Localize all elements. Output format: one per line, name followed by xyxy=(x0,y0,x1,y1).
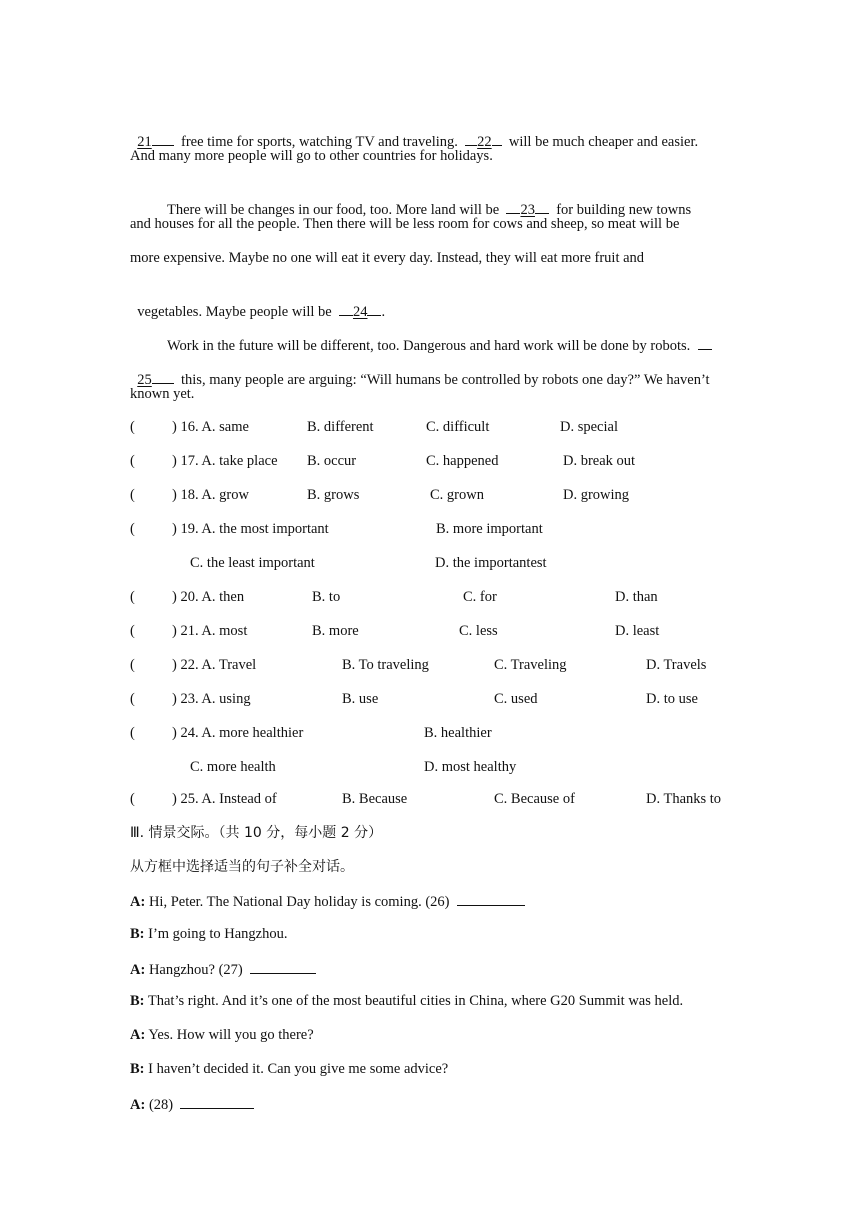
option-c: C. happened xyxy=(426,453,499,469)
speaker-label: A: xyxy=(130,1027,146,1043)
option-d: D. special xyxy=(560,419,618,435)
passage-text: for building new towns xyxy=(556,202,692,218)
answer-paren-close: ) xyxy=(172,791,177,807)
speaker-label: A: xyxy=(130,894,146,910)
option-b: B. occur xyxy=(307,453,357,469)
answer-paren-close: ) xyxy=(172,623,177,639)
answer-paren-close: ) xyxy=(172,521,177,537)
passage-text: free time for sports, watching TV and traveling. xyxy=(181,134,458,150)
passage-line-1 xyxy=(130,113,698,151)
dialogue-text: I haven’t decided it. Can you give me some advice? xyxy=(148,1061,449,1077)
answer-blank[interactable] xyxy=(180,1094,254,1109)
passage-line-8 xyxy=(130,351,710,389)
answer-paren-close: ) xyxy=(172,419,177,435)
option-a: A. same xyxy=(201,419,249,435)
option-c: C. used xyxy=(494,691,538,707)
question-19 xyxy=(172,520,329,538)
option-c: C. the least important xyxy=(190,555,315,571)
option-a: A. take place xyxy=(201,453,278,469)
passage-text: will be much cheaper and easier. xyxy=(508,134,699,150)
passage-line-6 xyxy=(130,283,385,321)
question-number: 21. xyxy=(180,623,199,639)
passage-line-9: known yet. xyxy=(130,386,195,402)
answer-paren-close: ) xyxy=(172,691,177,707)
section-heading: Ⅲ. 情景交际。（共 10 分，每小题 2 分） xyxy=(130,825,383,841)
speaker-label: B: xyxy=(130,926,145,942)
option-b: B. to xyxy=(312,589,341,605)
option-d: D. than xyxy=(615,589,658,605)
dialogue-line xyxy=(130,1060,448,1078)
question-17 xyxy=(172,452,278,470)
question-18 xyxy=(172,486,249,504)
blank-25: 25 xyxy=(137,372,152,388)
question-number: 19. xyxy=(180,521,199,537)
answer-paren-open: ( xyxy=(130,487,135,503)
passage-line-4: and houses for all the people. Then there will be less room for cows and sheep, so meat will be xyxy=(130,216,680,232)
passage-line-2: And many more people will go to other countries for holidays. xyxy=(130,148,493,164)
passage-text: . xyxy=(381,304,386,320)
question-23 xyxy=(172,690,251,708)
blank-22: 22 xyxy=(477,134,492,150)
speaker-label: B: xyxy=(130,993,145,1009)
dialogue-text: (28) xyxy=(148,1097,174,1113)
option-c: C. less xyxy=(459,623,498,639)
speaker-label: A: xyxy=(130,1097,146,1113)
dialogue-line xyxy=(130,925,287,943)
option-a: A. then xyxy=(201,589,245,605)
option-a: A. Travel xyxy=(201,657,257,673)
question-16 xyxy=(172,418,249,436)
option-d: D. Thanks to xyxy=(646,791,722,807)
dialogue-text: I’m going to Hangzhou. xyxy=(148,926,288,942)
passage-line-5: more expensive. Maybe no one will eat it every day. Instead, they will eat more fruit and xyxy=(130,250,645,266)
option-a: A. the most important xyxy=(201,521,329,537)
option-a: A. Instead of xyxy=(201,791,277,807)
answer-paren-open: ( xyxy=(130,521,135,537)
option-c: C. Because of xyxy=(494,791,575,807)
option-c: C. Traveling xyxy=(494,657,567,673)
option-b: B. use xyxy=(342,691,379,707)
option-c: C. grown xyxy=(430,487,484,503)
blank-24: 24 xyxy=(352,304,368,320)
option-b: B. different xyxy=(307,419,374,435)
dialogue-text: That’s right. And it’s one of the most beautiful cities in China, where G20 Summit was held. xyxy=(147,993,684,1009)
speaker-label: B: xyxy=(130,1061,145,1077)
dialogue-text: Hangzhou? (27) xyxy=(148,962,243,978)
answer-paren-close: ) xyxy=(172,453,177,469)
question-21 xyxy=(172,622,247,640)
answer-paren-close: ) xyxy=(172,657,177,673)
question-20 xyxy=(172,588,244,606)
answer-blank[interactable] xyxy=(250,959,316,974)
dialogue-line xyxy=(130,992,683,1010)
option-d: D. growing xyxy=(563,487,630,503)
option-b: B. more xyxy=(312,623,359,639)
dialogue-text: Yes. How will you go there? xyxy=(148,1027,314,1043)
option-d: D. the importantest xyxy=(435,555,547,571)
option-c: C. difficult xyxy=(426,419,490,435)
option-d: D. Travels xyxy=(646,657,707,673)
blank-23: 23 xyxy=(520,202,535,218)
passage-text: There will be changes in our food, too. More land will be xyxy=(167,202,500,218)
passage-text: vegetables. Maybe people will be xyxy=(137,304,332,320)
question-number: 17. xyxy=(180,453,199,469)
answer-paren-close: ) xyxy=(172,487,177,503)
option-b: B. To traveling xyxy=(342,657,429,673)
blank-21: 21 xyxy=(137,134,152,150)
option-d: D. break out xyxy=(563,453,636,469)
option-d: D. least xyxy=(615,623,660,639)
answer-paren-close: ) xyxy=(172,589,177,605)
option-a: A. using xyxy=(201,691,251,707)
answer-paren-open: ( xyxy=(130,657,135,673)
question-24 xyxy=(172,724,303,742)
option-b: B. more important xyxy=(436,521,543,537)
option-d: D. to use xyxy=(646,691,698,707)
answer-paren-open: ( xyxy=(130,453,135,469)
answer-paren-open: ( xyxy=(130,623,135,639)
dialogue-line xyxy=(130,959,316,979)
option-d: D. most healthy xyxy=(424,759,517,775)
section-instruction: 从方框中选择适当的句子补全对话。 xyxy=(130,859,354,875)
option-b: B. healthier xyxy=(424,725,492,741)
question-number: 16. xyxy=(180,419,199,435)
option-a: A. grow xyxy=(201,487,249,503)
question-number: 18. xyxy=(180,487,199,503)
question-22 xyxy=(172,656,256,674)
dialogue-line xyxy=(130,891,525,911)
question-number: 25. xyxy=(180,791,199,807)
passage-text: this, many people are arguing: “Will humans be controlled by robots one day?” We haven’t xyxy=(181,372,710,388)
answer-paren-open: ( xyxy=(130,589,135,605)
option-c: C. more health xyxy=(190,759,276,775)
option-c: C. for xyxy=(463,589,497,605)
question-number: 24. xyxy=(180,725,199,741)
answer-paren-close: ) xyxy=(172,725,177,741)
option-a: A. most xyxy=(201,623,248,639)
passage-line-7 xyxy=(160,317,712,355)
answer-paren-open: ( xyxy=(130,419,135,435)
answer-blank[interactable] xyxy=(457,891,525,906)
answer-paren-open: ( xyxy=(130,791,135,807)
option-b: B. grows xyxy=(307,487,360,503)
passage-line-3 xyxy=(160,181,691,219)
passage-text: Work in the future will be different, too. Dangerous and hard work will be done by robots. xyxy=(167,338,691,354)
dialogue-line xyxy=(130,1026,314,1044)
answer-paren-open: ( xyxy=(130,725,135,741)
speaker-label: A: xyxy=(130,962,146,978)
dialogue-line xyxy=(130,1094,254,1114)
question-number: 20. xyxy=(180,589,199,605)
question-number: 22. xyxy=(180,657,199,673)
question-25 xyxy=(172,790,277,808)
answer-paren-open: ( xyxy=(130,691,135,707)
question-number: 23. xyxy=(180,691,199,707)
option-a: A. more healthier xyxy=(201,725,304,741)
option-b: B. Because xyxy=(342,791,408,807)
dialogue-text: Hi, Peter. The National Day holiday is coming. (26) xyxy=(148,894,450,910)
